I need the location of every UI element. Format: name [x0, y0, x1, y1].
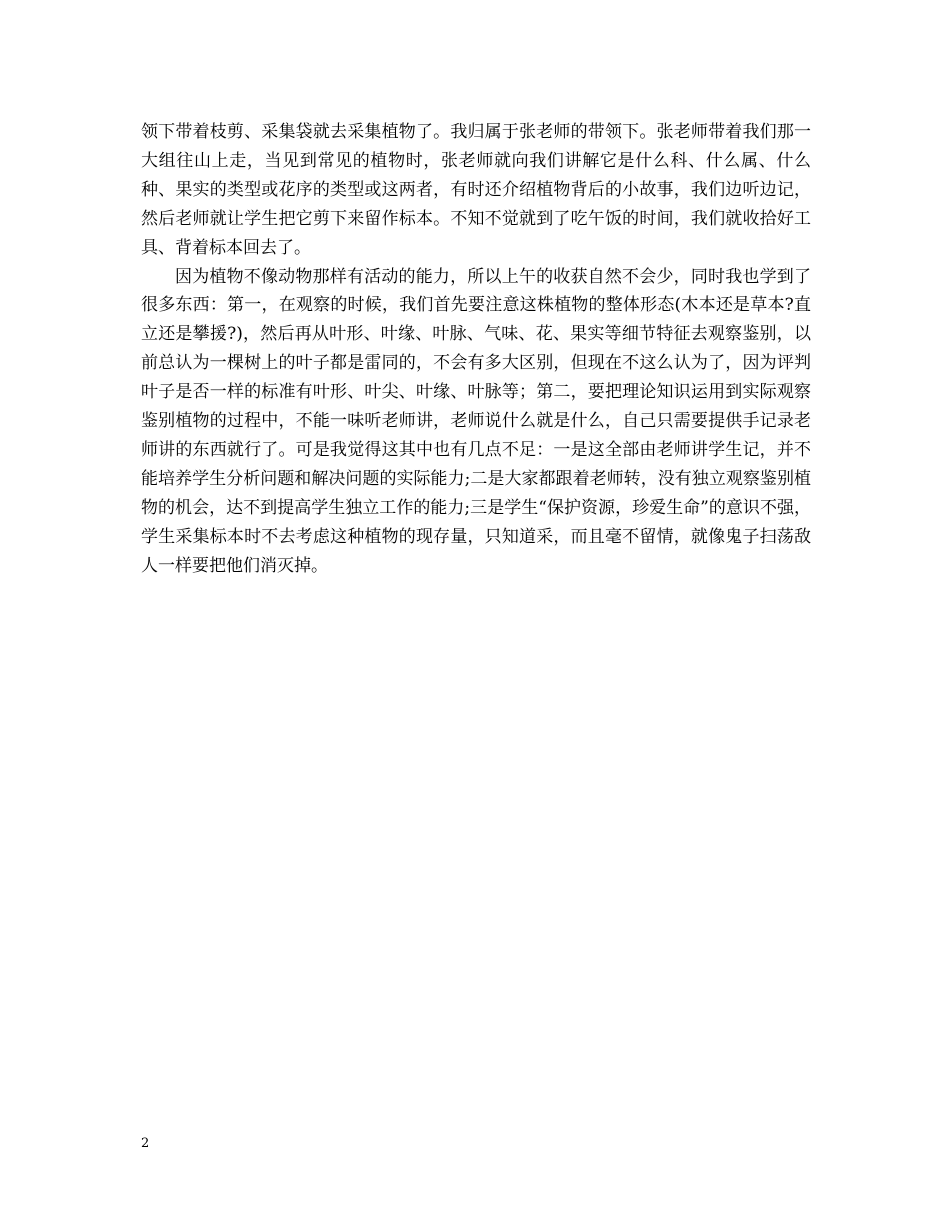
page-number: 2	[141, 1136, 150, 1151]
body-text	[141, 118, 811, 581]
paragraph-2: 因为植物不像动物那样有活动的能力，所以上午的收获自然不会少，同时我也学到了很多东西：第一，在观察的时候，我们首先要注意这株植物的整体形态(木本还是草本?直立还是攀援?)，然后再从叶形、叶缘、叶脉、气味、花、果实等细节特征去观察鉴别，以前总认为一棵树上的叶子都是雷同的，不会有多大区别，但现在不这么认为了，因为评判叶子是否一样的标准有叶形、叶尖、叶缘、叶脉等；第二，要把理论知识运用到实际观察鉴别植物的过程中，不能一味听老师讲，老师说什么就是什么，自己只需要提供手记录老师讲的东西就行了。可是我觉得这其中也有几点不足：一是这全部由老师讲学生记，并不能培养学生分析问题和解决问题的实际能力;二是大家都跟着老师转，没有独立观察鉴别植物的机会，达不到提高学生独立工作的能力;三是学生“保护资源，珍爱生命”的意识不强，学生采集标本时不去考虑这种植物的现存量，只知道采，而且毫不留情，就像鬼子扫荡敌人一样要把他们消灭掉。	[141, 266, 811, 576]
paragraph-1: 领下带着枝剪、采集袋就去采集植物了。我归属于张老师的带领下。张老师带着我们那一大组往山上走，当见到常见的植物时，张老师就向我们讲解它是什么科、什么属、什么种、果实的类型或花序的类型或这两者，有时还介绍植物背后的小故事，我们边听边记，然后老师就让学生把它剪下来留作标本。不知不觉就到了吃午饭的时间，我们就收拾好工具、背着标本回去了。	[141, 122, 811, 258]
